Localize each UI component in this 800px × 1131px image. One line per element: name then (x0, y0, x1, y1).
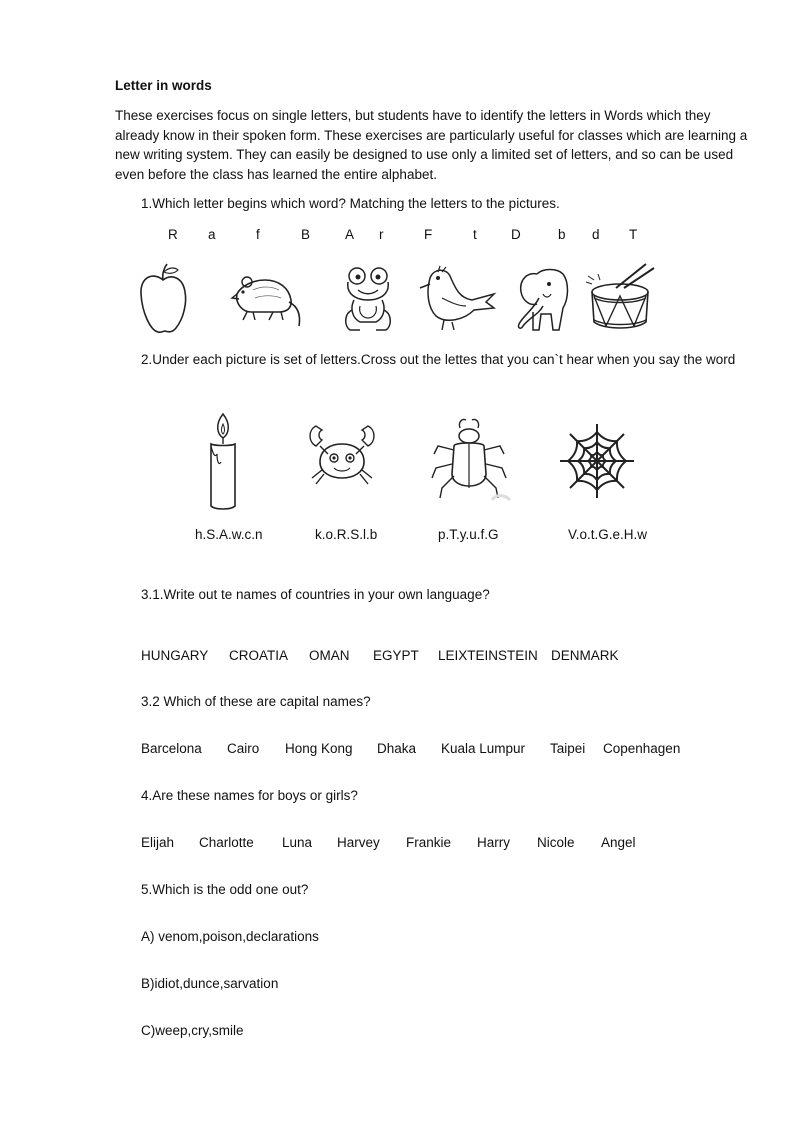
drum-icon (584, 262, 656, 334)
country-item: CROATIA (229, 648, 289, 663)
q5-option-a: A) venom,poison,declarations (141, 929, 319, 944)
letter-item: R (168, 227, 178, 242)
q4-prompt: 4.Are these names for boys or girls? (141, 788, 358, 803)
name-item: Luna (282, 835, 313, 850)
letter-item: T (629, 227, 638, 242)
letter-item: D (511, 227, 521, 242)
letter-item: F (424, 227, 433, 242)
country-item: OMAN (309, 648, 350, 663)
name-item: Harvey (337, 835, 380, 850)
crab-icon (306, 420, 378, 492)
capital-item: Kuala Lumpur (441, 741, 526, 756)
letter-set: p.T.y.u.f.G (438, 527, 499, 542)
name-item: Charlotte (199, 835, 254, 850)
capital-item: Hong Kong (285, 741, 353, 756)
worksheet-title: Letter in words (115, 78, 212, 93)
letter-set: h.S.A.w.c.n (195, 527, 263, 542)
country-item: HUNGARY (141, 648, 209, 663)
letter-item: t (473, 227, 477, 242)
elephant-icon (515, 264, 577, 334)
spider-web-icon (558, 422, 636, 500)
candle-icon (205, 412, 241, 512)
capital-item: Barcelona (141, 741, 202, 756)
letter-item: d (592, 227, 600, 242)
intro-paragraph: These exercises focus on single letters, but students have to identify the letters in Words which they already know in their spoken form. These exercises are particularly useful for classes which are learning a new writing system. They can easily be designed to use only a limited set of letters, and so can be used even before the class has learned the entire alphabet. (115, 108, 748, 182)
beetle-icon (430, 416, 516, 502)
name-item: Harry (477, 835, 510, 850)
q2-prompt: 2.Under each picture is set of letters.Cross out the lettes that you can`t hear when you say the word (141, 352, 736, 367)
frog-icon (340, 264, 396, 334)
q1-prompt: 1.Which letter begins which word? Matching the letters to the pictures. (141, 196, 560, 211)
letter-item: f (256, 227, 260, 242)
letter-item: r (379, 227, 384, 242)
letter-item: A (345, 227, 355, 242)
letter-item: B (301, 227, 311, 242)
q31-prompt: 3.1.Write out te names of countries in your own language? (141, 587, 490, 602)
q32-prompt: 3.2 Which of these are capital names? (141, 694, 371, 709)
rat-icon (231, 268, 307, 330)
q5-option-b: B)idiot,dunce,sarvation (141, 976, 279, 991)
letter-set: k.o.R.S.l.b (315, 527, 378, 542)
capital-item: Taipei (550, 741, 586, 756)
name-item: Nicole (537, 835, 575, 850)
capital-item: Dhaka (377, 741, 417, 756)
name-item: Elijah (141, 835, 175, 850)
country-item: EGYPT (373, 648, 419, 663)
apple-icon (138, 262, 188, 334)
country-item: DENMARK (551, 648, 619, 663)
name-item: Angel (601, 835, 636, 850)
capital-item: Cairo (227, 741, 260, 756)
q5-prompt: 5.Which is the odd one out? (141, 882, 309, 897)
bird-icon (416, 264, 496, 334)
letter-set: V.o.t.G.e.H.w (568, 527, 648, 542)
letter-item: b (558, 227, 566, 242)
country-item: LEIXTEINSTEIN (438, 648, 538, 663)
capital-item: Copenhagen (603, 741, 681, 756)
name-item: Frankie (406, 835, 452, 850)
q5-option-c: C)weep,cry,smile (141, 1023, 244, 1038)
letter-item: a (208, 227, 216, 242)
